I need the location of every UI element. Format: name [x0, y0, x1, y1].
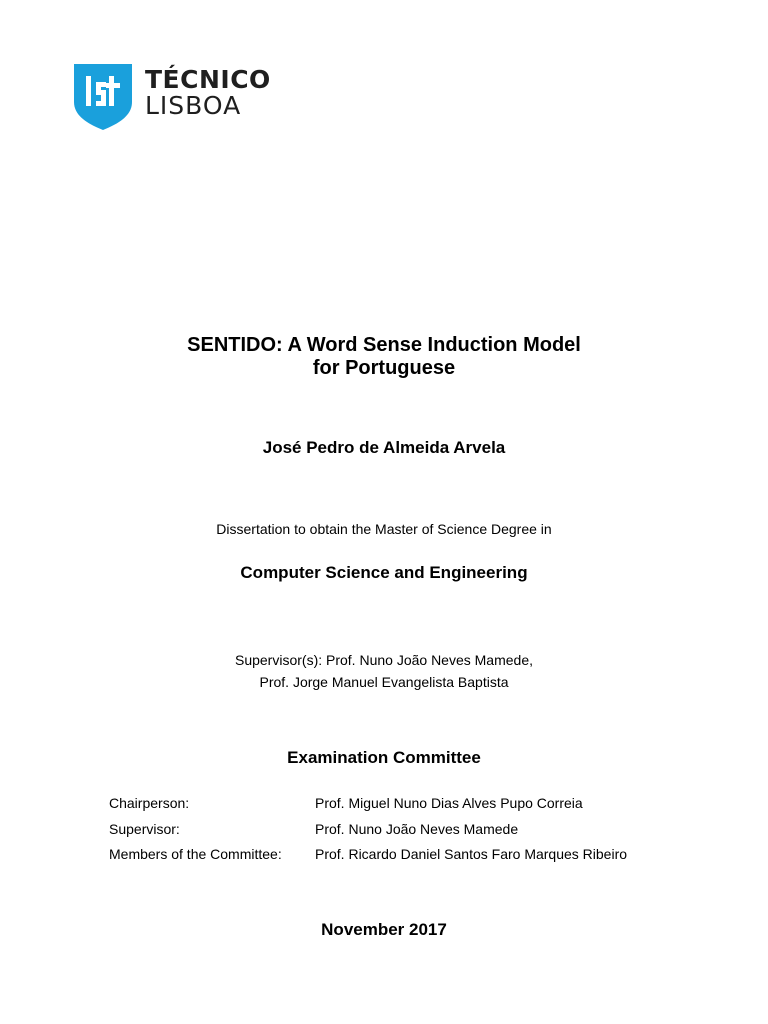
thesis-title-line1: SENTIDO: A Word Sense Induction Model — [187, 334, 581, 356]
supervisors-line1: Supervisor(s): Prof. Nuno João Neves Mamede, — [234, 652, 533, 668]
thesis-title-line2: for Portuguese — [312, 357, 456, 379]
supervisors — [0, 649, 768, 693]
committee-list — [109, 791, 627, 868]
thesis-title — [0, 334, 768, 380]
committee-role: Chairperson: — [109, 795, 190, 811]
degree-intro: Dissertation to obtain the Master of Science Degree in — [216, 521, 552, 537]
logo-line-tecnico: TÉCNICO — [145, 65, 271, 94]
logo-line-lisboa: LISBOA — [145, 91, 242, 120]
degree-name: Computer Science and Engineering — [240, 563, 528, 582]
committee-member: Prof. Ricardo Daniel Santos Faro Marques Ribeiro — [315, 846, 628, 862]
committee-row — [109, 817, 627, 843]
committee-row — [109, 791, 627, 817]
ist-shield-icon — [74, 64, 132, 130]
committee-title: Examination Committee — [287, 748, 481, 767]
committee-member: Prof. Miguel Nuno Dias Alves Pupo Correia — [315, 795, 583, 811]
institution-logo — [74, 64, 271, 130]
author-name: José Pedro de Almeida Arvela — [262, 438, 506, 457]
committee-row — [109, 842, 627, 868]
supervisors-line2: Prof. Jorge Manuel Evangelista Baptista — [259, 674, 509, 690]
committee-member: Prof. Nuno João Neves Mamede — [315, 820, 519, 837]
committee-role: Members of the Committee: — [109, 846, 282, 862]
committee-role: Supervisor: — [109, 820, 180, 837]
submission-date: November 2017 — [321, 920, 447, 939]
logo-wordmark — [145, 67, 271, 118]
